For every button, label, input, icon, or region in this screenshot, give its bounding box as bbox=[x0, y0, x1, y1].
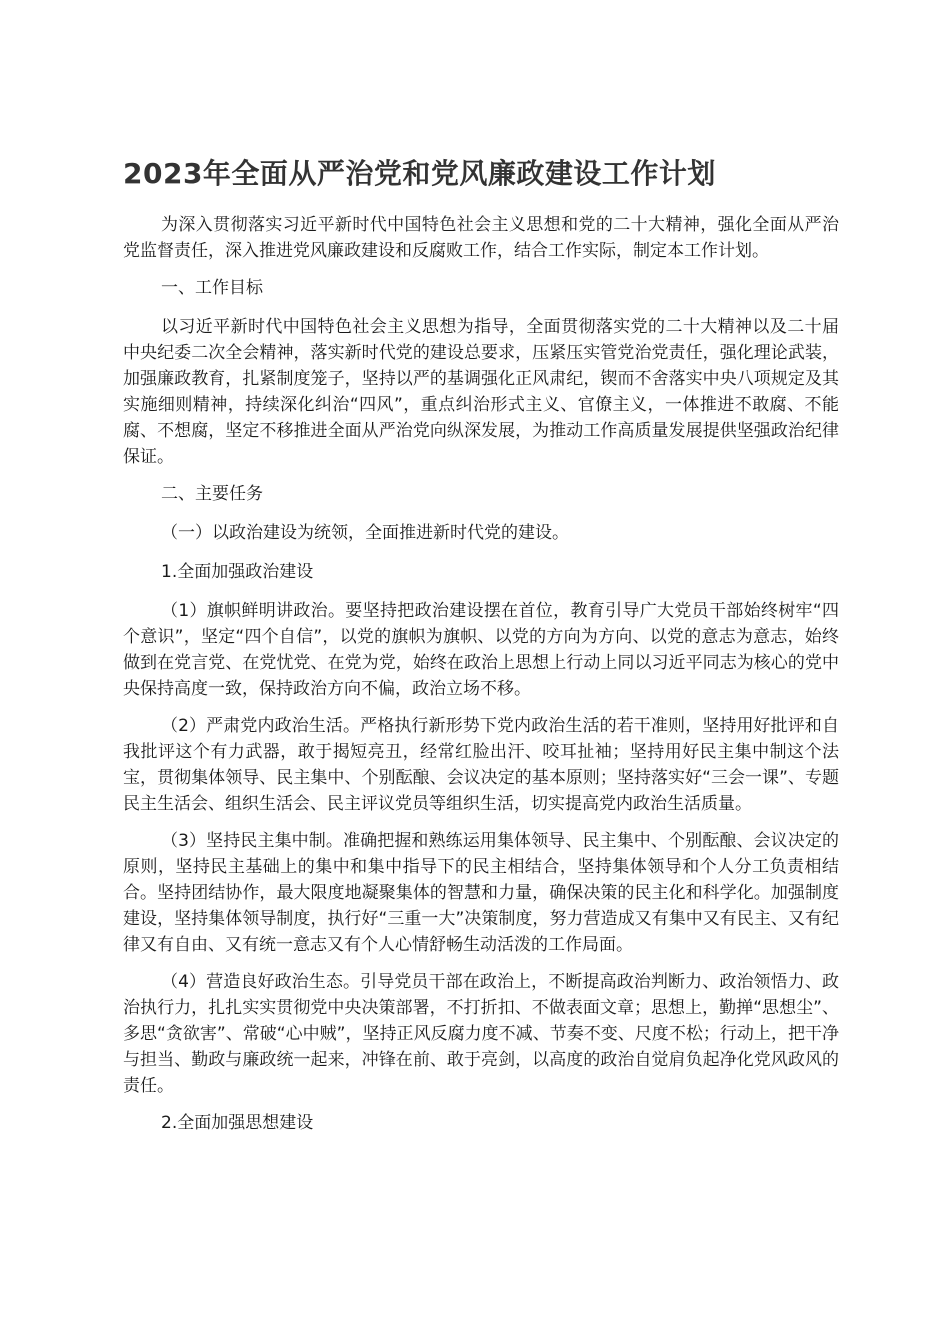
paragraph-item-4: （4）营造良好政治生态。引导党员干部在政治上，不断提高政治判断力、政治领悟力、政治执行力，扎扎实实贯彻党中央决策部署，不打折扣、不做表面文章；思想上，勤掸“思想尘”、多思“贪欲害”、常破“心中贼”，坚持正风反腐力度不减、节奏不变、尺度不松；行动上，把干净与担当、勤政与廉政统一起来，冲锋在前、敢于亮剑，以高度的政治自觉肩负起净化党风政风的责任。 bbox=[123, 972, 839, 1096]
paragraph-item-3: （3）坚持民主集中制。准确把握和熟练运用集体领导、民主集中、个别酝酿、会议决定的原则，坚持民主基础上的集中和集中指导下的民主相结合，坚持集体领导和个人分工负责相结合。坚持团结协作，最大限度地凝聚集体的智慧和力量，确保决策的民主化和科学化。加强制度建设，坚持集体领导制度，执行好“三重一大”决策制度，努力营造成又有集中又有民主、又有纪律又有自由、又有统一意志又有个人心情舒畅生动活泼的工作局面。 bbox=[123, 831, 839, 955]
item-heading-political-construction: 1.全面加强政治建设 bbox=[161, 562, 314, 582]
section-heading-tasks: 二、主要任务 bbox=[161, 484, 263, 504]
item-heading-ideological-construction: 2.全面加强思想建设 bbox=[161, 1113, 314, 1133]
subsection-heading-political-building: （一）以政治建设为统领，全面推进新时代党的建设。 bbox=[161, 523, 569, 543]
goals-paragraph: 以习近平新时代中国特色社会主义思想为指导，全面贯彻落实党的二十大精神以及二十届中央纪委二次全会精神，落实新时代党的建设总要求，压紧压实管党治党责任，强化理论武装，加强廉政教育，扎紧制度笼子，坚持以严的基调强化正风肃纪，锲而不舍落实中央八项规定及其实施细则精神，持续深化纠治“四风”，重点纠治形式主义、官僚主义，一体推进不敢腐、不能腐、不想腐，坚定不移推进全面从严治党向纵深发展，为推动工作高质量发展提供坚强政治纪律保证。 bbox=[123, 317, 839, 467]
intro-paragraph: 为深入贯彻落实习近平新时代中国特色社会主义思想和党的二十大精神，强化全面从严治党监督责任，深入推进党风廉政建设和反腐败工作，结合工作实际，制定本工作计划。 bbox=[123, 215, 839, 261]
paragraph-item-1: （1）旗帜鲜明讲政治。要坚持把政治建设摆在首位，教育引导广大党员干部始终树牢“四个意识”，坚定“四个自信”，以党的旗帜为旗帜、以党的方向为方向、以党的意志为意志，始终做到在党言党、在党忧党、在党为党，始终在政治上思想上行动上同以习近平同志为核心的党中央保持高度一致，保持政治方向不偏，政治立场不移。 bbox=[123, 601, 839, 699]
document-body bbox=[123, 152, 839, 1149]
paragraph-item-2: （2）严肃党内政治生活。严格执行新形势下党内政治生活的若干准则，坚持用好批评和自我批评这个有力武器，敢于揭短亮丑，经常红脸出汗、咬耳扯袖；坚持用好民主集中制这个法宝，贯彻集体领导、民主集中、个别酝酿、会议决定的基本原则；坚持落实好“三会一课”、专题民主生活会、组织生活会、民主评议党员等组织生活，切实提高党内政治生活质量。 bbox=[123, 716, 839, 814]
document-title: 2023年全面从严治党和党风廉政建设工作计划 bbox=[123, 157, 716, 190]
section-heading-goals: 一、工作目标 bbox=[161, 278, 263, 298]
